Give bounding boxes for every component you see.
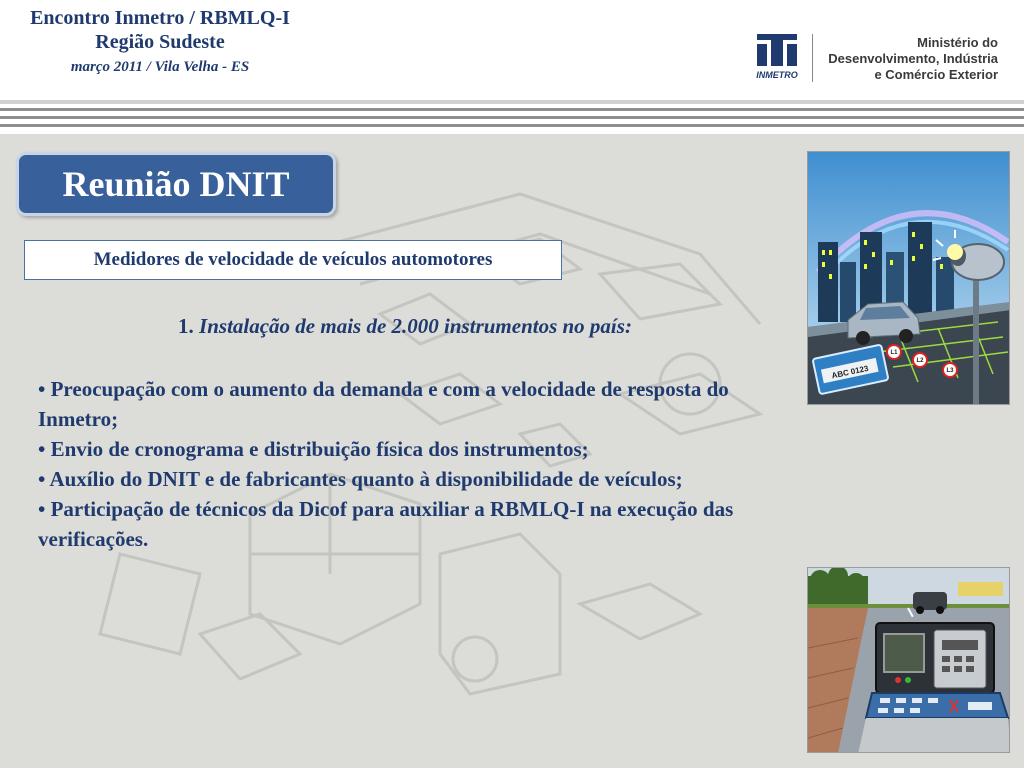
event-info: [0, 6, 320, 78]
license-plate-text: ABC 0123: [830, 363, 870, 381]
slide-subtitle: Medidores de velocidade de veículos automotores: [93, 249, 493, 270]
ministry-line-1: Ministério do: [917, 35, 998, 50]
lane-sign-1: L1: [890, 350, 898, 356]
slide-subtitle-box: [24, 240, 562, 280]
ministry-name: [798, 35, 998, 83]
inmetro-logo-text: INMETRO: [756, 70, 798, 80]
event-title: Encontro Inmetro / RBMLQ-I: [30, 7, 290, 29]
header: [0, 0, 1024, 100]
ministry-line-3: e Comércio Exterior: [874, 67, 998, 82]
bullet-item: • Preocupação com o aumento da demanda e com a velocidade de resposta do Inmetro;: [38, 377, 729, 431]
point-number: 1.: [178, 314, 194, 338]
header-stripes: [0, 100, 1024, 134]
lane-sign-3: L3: [946, 368, 954, 374]
ministry-line-2: Desenvolvimento, Indústria: [828, 51, 998, 66]
slide-content: [0, 134, 1024, 768]
point-heading: [0, 314, 810, 339]
point-text: Instalação de mais de 2.000 instrumentos no país:: [199, 314, 632, 338]
bullet-item: • Auxílio do DNIT e de fabricantes quanto à disponibilidade de veículos;: [38, 467, 683, 491]
event-region: Região Sudeste: [95, 31, 225, 53]
bullet-list: [38, 374, 768, 554]
slide-title-box: [16, 152, 336, 216]
event-date: março 2011 / Vila Velha - ES: [70, 59, 250, 75]
slide-title: Reunião DNIT: [62, 164, 290, 204]
bullet-item: • Participação de técnicos da Dicof para auxiliar a RBMLQ-I na execução das verificações.: [38, 497, 734, 551]
speed-camera-illustration: [807, 151, 1010, 405]
lane-sign-2: L2: [916, 358, 924, 364]
bullet-item: • Envio de cronograma e distribuição física dos instrumentos;: [38, 437, 589, 461]
speed-meter-device-photo: [807, 567, 1010, 753]
